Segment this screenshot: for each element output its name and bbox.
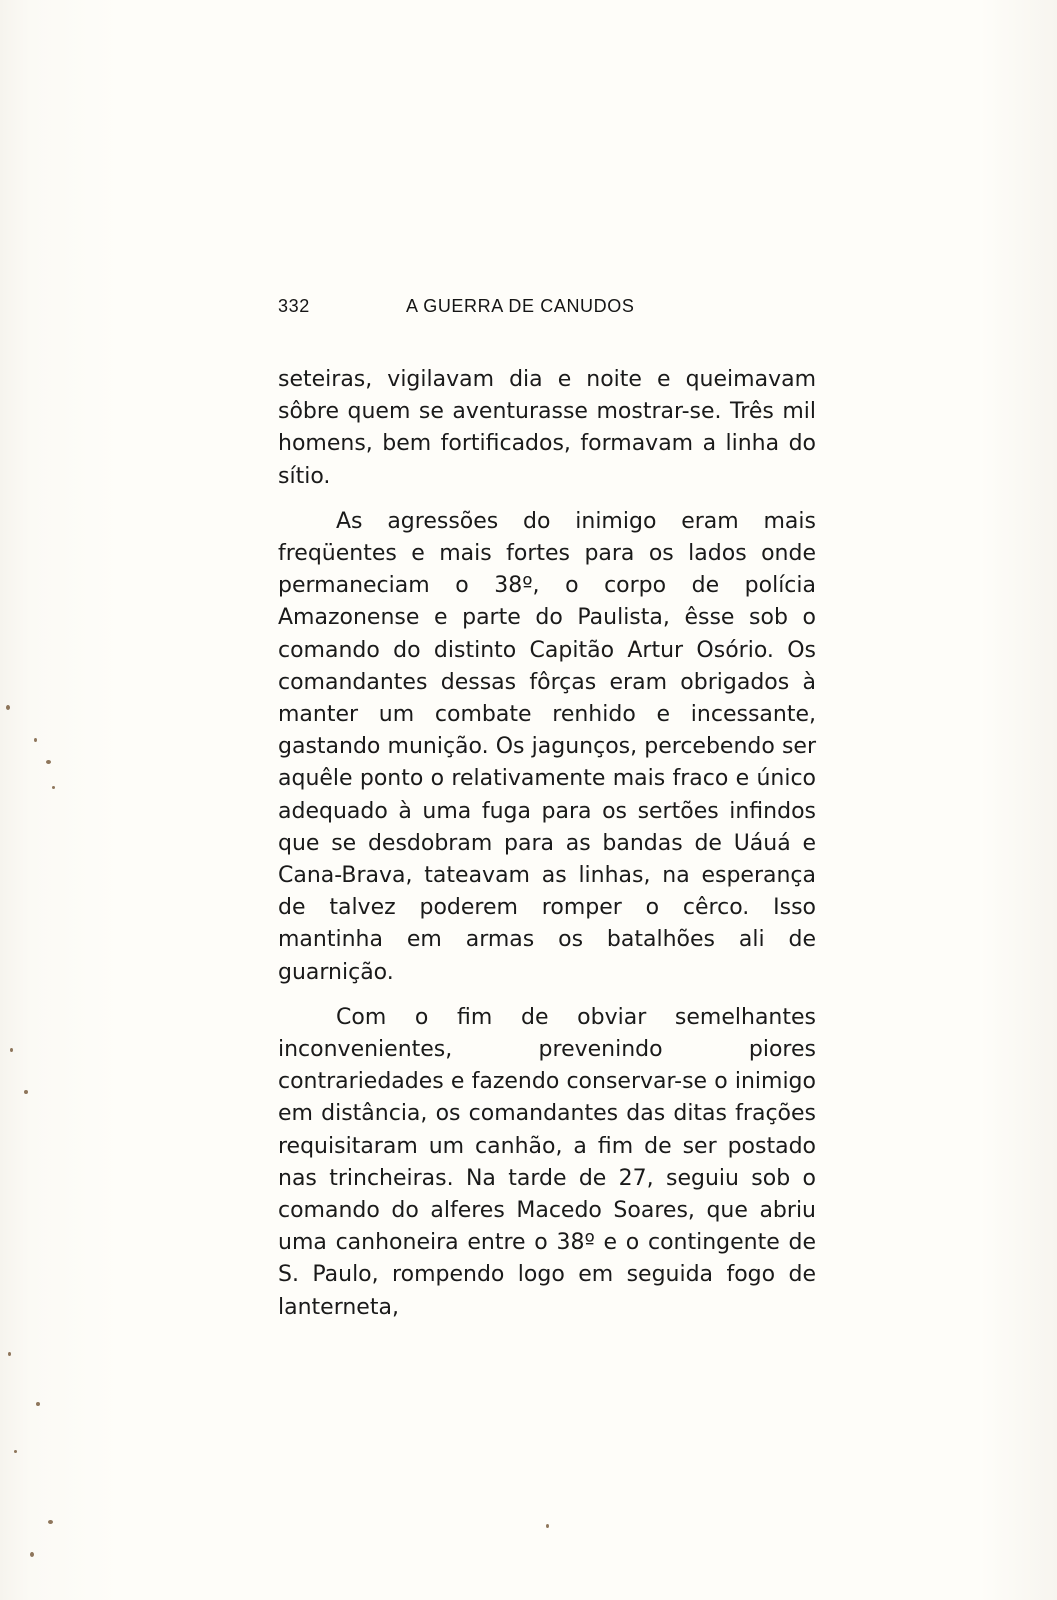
speck [8, 1352, 11, 1356]
speck [6, 705, 10, 710]
speck [14, 1450, 17, 1453]
speck [52, 786, 55, 789]
body-text [278, 364, 816, 1324]
speck [36, 1402, 40, 1406]
speck [48, 1520, 53, 1524]
speck [24, 1090, 28, 1094]
speck [546, 1524, 549, 1528]
page-header [278, 296, 818, 322]
speck [46, 760, 51, 764]
page-number: 332 [278, 296, 310, 316]
speck [10, 1048, 13, 1052]
paragraph: As agressões do inimigo eram mais freqüentes e mais fortes para os lados onde permaneciam o 38º, o corpo de polícia Amazonense e parte do Paulista, êsse sob o comando do distinto Capitão Artur Osório. Os comandantes dessas fôrças eram obrigados à manter um combate renhido e incessante, gastando munição. Os jagunços, percebendo ser aquêle ponto o relativamente mais fraco e único adequado à uma fuga para os sertões infindos que se desdobram para as bandas de Uáuá e Cana-Brava, tateavam as linhas, na esperança de talvez poderem romper o cêrco. Isso mantinha em armas os batalhões ali de guarnição. [278, 508, 816, 985]
speck [30, 1552, 34, 1557]
paragraph-continued: seteiras, vigilavam dia e noite e queimavam sôbre quem se aventurasse mostrar-se. Três mil homens, bem fortificados, formavam a linha do sítio. [278, 367, 816, 489]
speck [34, 738, 37, 742]
paragraph: Com o fim de obviar semelhantes inconvenientes, prevenindo piores contrariedades e fazendo conservar-se o inimigo em distância, os comandantes das ditas frações requisitaram um canhão, a fim de ser postado nas trincheiras. Na tarde de 27, seguiu sob o comando do alferes Macedo Soares, que abriu uma canhoneira entre o 38º e o contingente de S. Paulo, rompendo logo em seguida fogo de lanterneta, [278, 1004, 816, 1320]
running-title: A GUERRA DE CANUDOS [406, 296, 635, 316]
